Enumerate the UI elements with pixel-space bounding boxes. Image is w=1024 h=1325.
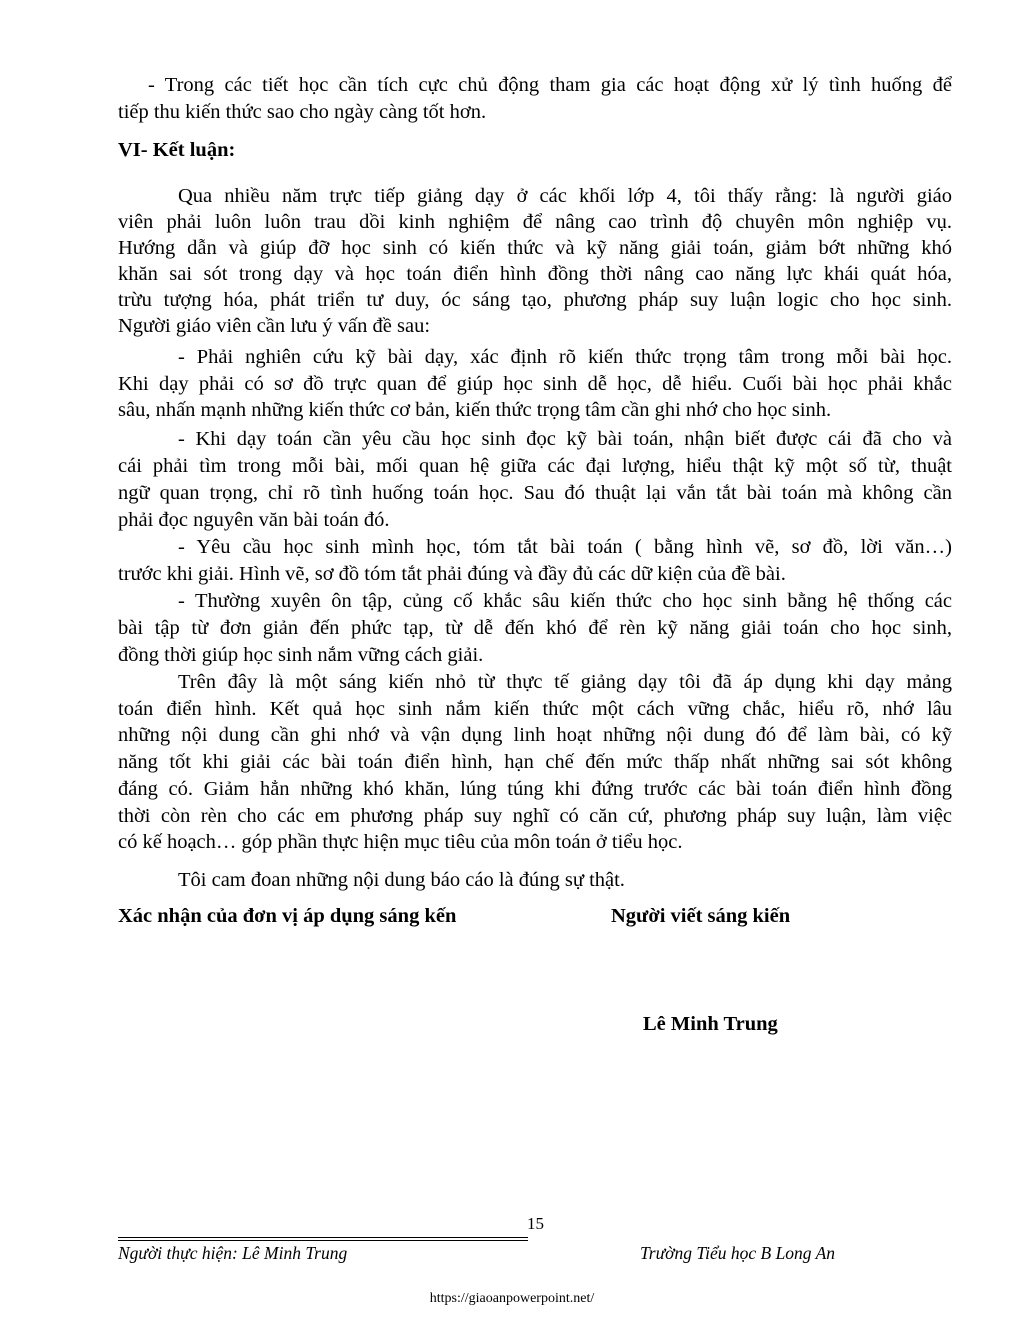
- para1-line: Qua nhiều năm trực tiếp giảng dạy ở các khối lớp 4, tôi thấy rằng: là người giáo: [178, 185, 952, 207]
- bullet3-line: - Yêu cầu học sinh mình học, tóm tắt bài toán ( bằng hình vẽ, sơ đồ, lời văn…): [178, 536, 952, 558]
- signature-right-label: Người viết sáng kiến: [611, 905, 791, 927]
- para1-line: trừu tượng hóa, phát triển tư duy, óc sáng tạo, phương pháp suy luận logic cho học sinh.: [118, 289, 952, 311]
- bullet2-line: cái phải tìm trong mỗi bài, mối quan hệ giữa các đại lượng, hiểu thật kỹ một số từ, thuật: [118, 455, 952, 477]
- para2-line: năng tốt khi giải các bài toán điển hình, hạn chế đến mức thấp nhất những sai sót không: [118, 751, 952, 773]
- para2-line: Trên đây là một sáng kiến nhỏ từ thực tế giảng dạy tôi đã áp dụng khi dạy mảng: [178, 671, 952, 693]
- para2-line: đáng có. Giảm hẳn những khó khăn, lúng túng khi đứng trước các bài toán điển hình đồng: [118, 778, 952, 800]
- para1-line: viên phải luôn luôn trau dồi kinh nghiệm để nâng cao trình độ chuyên môn nghiệp vụ.: [118, 211, 952, 233]
- signature-left-label: Xác nhận của đơn vị áp dụng sáng kến: [118, 905, 457, 927]
- bullet1-line: - Phải nghiên cứu kỹ bài dạy, xác định rõ kiến thức trọng tâm trong mỗi bài học.: [178, 346, 952, 368]
- source-url[interactable]: https://giaoanpowerpoint.net/: [429, 1291, 595, 1306]
- intro-bullet-line: - Trong các tiết học cần tích cực chủ động tham gia các hoạt động xử lý tình huống để: [148, 74, 952, 96]
- bullet3-line-last: trước khi giải. Hình vẽ, sơ đồ tóm tắt phải đúng và đầy đủ các dữ kiện của đề bài.: [118, 563, 786, 585]
- bullet4-line: bài tập từ đơn giản đến phức tạp, từ dễ đến khó để rèn kỹ năng giải toán cho học sinh,: [118, 617, 952, 639]
- para2-line-last: có kế hoạch… góp phần thực hiện mục tiêu của môn toán ở tiểu học.: [118, 831, 683, 853]
- para1-line: khăn sai sót trong dạy và học toán điển hình đồng thời nâng cao năng lực khái quát hóa,: [118, 263, 952, 285]
- bullet1-line: Khi dạy phải có sơ đồ trực quan để giúp học sinh dễ học, dễ hiểu. Cuối bài học phải khắc: [118, 373, 952, 395]
- para2-line: thời còn rèn cho các em phương pháp suy nghĩ có căn cứ, phương pháp suy luận, làm việc: [118, 805, 952, 827]
- author-name: Lê Minh Trung: [643, 1013, 778, 1035]
- footer-school: Trường Tiểu học B Long An: [640, 1243, 836, 1263]
- pledge-statement: Tôi cam đoan những nội dung báo cáo là đúng sự thật.: [178, 869, 625, 891]
- bullet4-line: - Thường xuyên ôn tập, củng cố khắc sâu kiến thức cho học sinh bằng hệ thống các: [178, 590, 952, 612]
- bullet2-line: - Khi dạy toán cần yêu cầu học sinh đọc kỹ bài toán, nhận biết được cái đã cho và: [178, 428, 952, 450]
- bullet4-line-last: đồng thời giúp học sinh nắm vững cách giải.: [118, 644, 484, 666]
- para2-line: toán điển hình. Kết quả học sinh nắm kiến thức một cách vững chắc, hiểu rõ, nhớ lâu: [118, 698, 952, 720]
- bullet1-line-last: sâu, nhấn mạnh những kiến thức cơ bản, kiến thức trọng tâm cần ghi nhớ cho học sinh.: [118, 399, 832, 421]
- page-number: 15: [527, 1214, 544, 1233]
- footer-rule: [118, 1237, 528, 1241]
- section-heading: VI- Kết luận:: [118, 139, 236, 161]
- para1-line: Hướng dẫn và giúp đỡ học sinh có kiến thức và kỹ năng giải toán, giảm bớt những khó: [118, 237, 952, 259]
- bullet2-line-last: phải đọc nguyên văn bài toán đó.: [118, 509, 390, 531]
- para1-line-last: Người giáo viên cần lưu ý vấn đề sau:: [118, 315, 431, 337]
- para2-line: những nội dung cần ghi nhớ và vận dụng linh hoạt những nội dung đó để làm bài, có kỹ: [118, 724, 952, 746]
- footer-author: Người thực hiện: Lê Minh Trung: [118, 1243, 348, 1263]
- bullet2-line: ngữ quan trọng, chỉ rõ tình huống toán học. Sau đó thuật lại vắn tắt bài toán mà không cần: [118, 482, 952, 504]
- intro-bullet-line-last: tiếp thu kiến thức sao cho ngày càng tốt hơn.: [118, 101, 487, 123]
